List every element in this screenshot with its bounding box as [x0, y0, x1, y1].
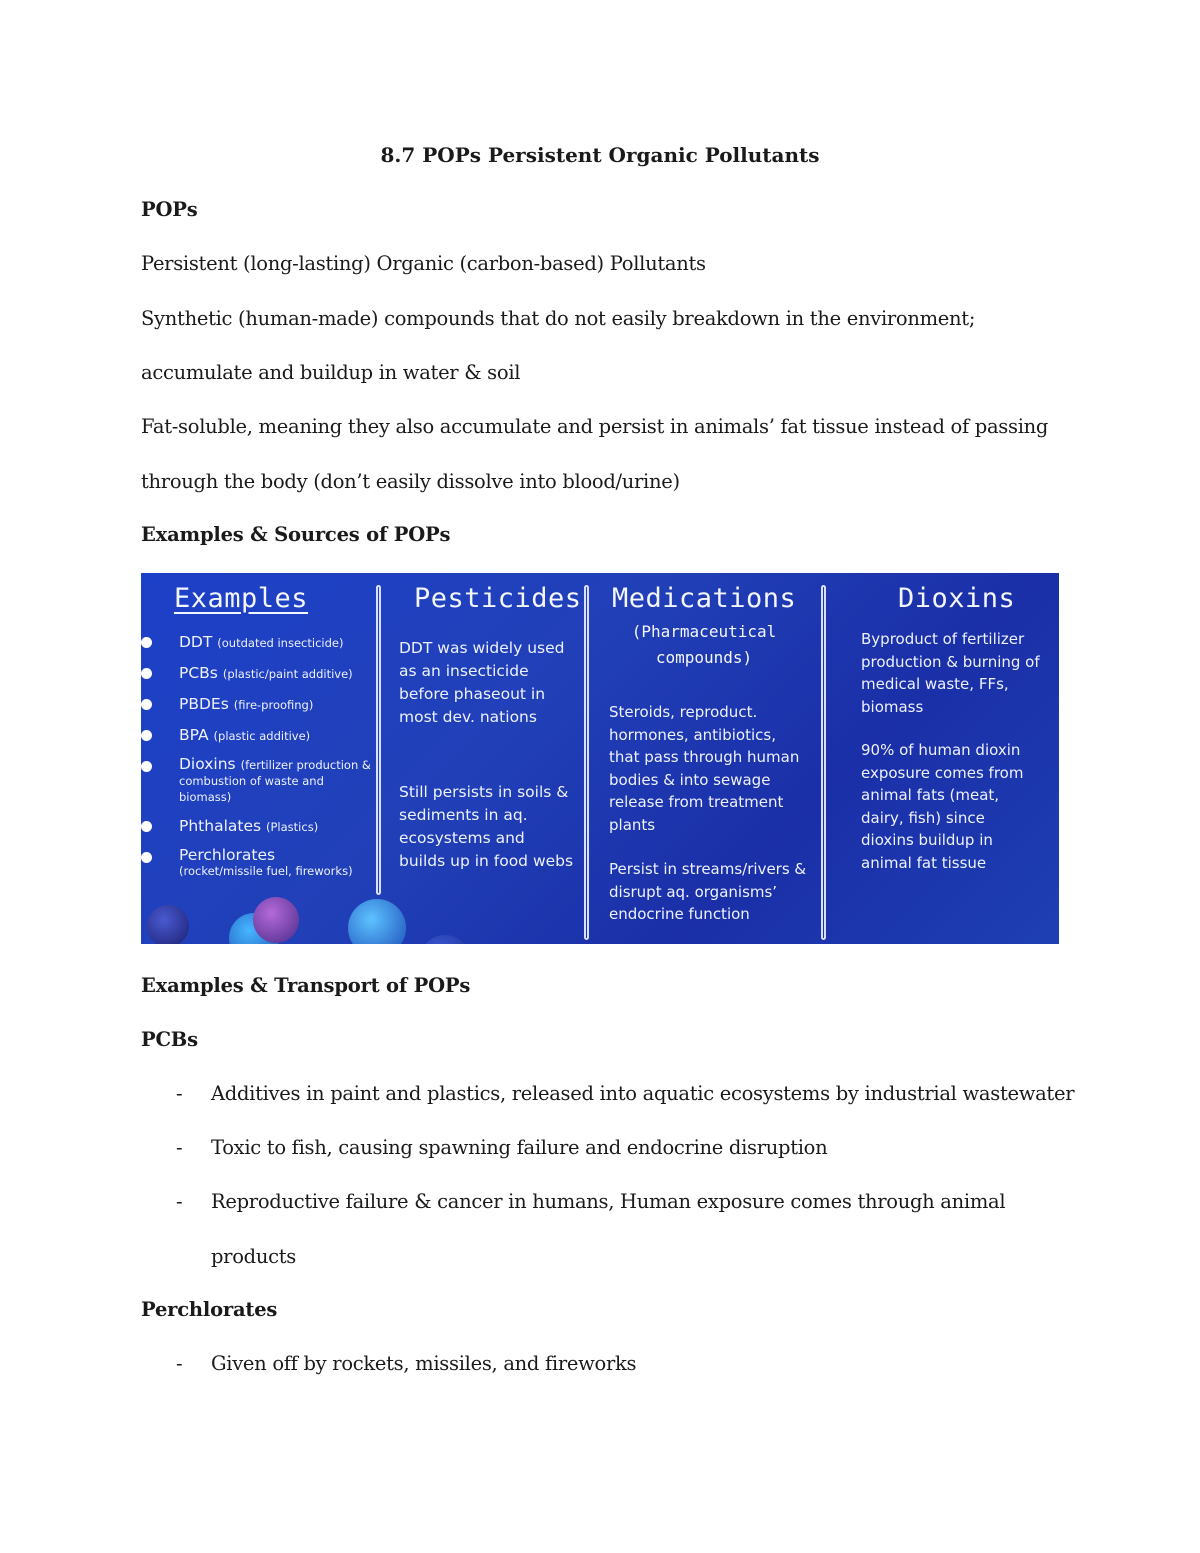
bullet-icon [141, 730, 152, 741]
pops-accumulate-line: accumulate and buildup in water & soil [141, 361, 521, 384]
column-divider [376, 585, 381, 895]
list-item: Phthalates (Plastics) [141, 817, 371, 836]
pesticides-title: Pesticides [414, 583, 582, 614]
dash-bullet: - [176, 1082, 183, 1105]
column-divider [584, 585, 589, 940]
medications-title: Medications [612, 583, 797, 614]
pcbs-item-1: Additives in paint and plastics, released into aquatic ecosystems by industrial wastewater [211, 1082, 1075, 1105]
list-item: Perchlorates (rocket/missile fuel, fireworks) [141, 848, 371, 879]
pcbs-item-2: Toxic to fish, causing spawning failure and endocrine disruption [211, 1136, 828, 1159]
pcbs-heading: PCBs [141, 1028, 198, 1051]
pesticides-text-2: Still persists in soils & sediments in aq. ecosystems and builds up in food webs [399, 783, 574, 870]
dash-bullet: - [176, 1352, 183, 1375]
perchlorates-heading: Perchlorates [141, 1298, 278, 1321]
pops-synthetic-line: Synthetic (human-made) compounds that do not easily breakdown in the environment; [141, 307, 976, 330]
medications-text-1: Steroids, reproduct. hormones, antibiotics, that pass through human bodies & into sewage release from treatment plants [609, 703, 800, 834]
dioxins-column [861, 573, 1046, 944]
medications-column [609, 573, 809, 944]
list-item: Dioxins (fertilizer production & combustion of waste and biomass) [141, 757, 371, 805]
pesticides-text-1: DDT was widely used as an insecticide before phaseout in most dev. nations [399, 639, 565, 726]
bullet-icon [141, 821, 152, 832]
pops-fat-soluble-line: Fat-soluble, meaning they also accumulate and persist in animals’ fat tissue instead of passing [141, 415, 1049, 438]
pops-body-line: through the body (don’t easily dissolve into blood/urine) [141, 470, 680, 493]
page-title: 8.7 POPs Persistent Organic Pollutants [380, 143, 820, 167]
list-item: BPA (plastic additive) [141, 726, 371, 745]
examples-transport-heading: Examples & Transport of POPs [141, 974, 471, 997]
dash-bullet: - [176, 1136, 183, 1159]
pops-definition: Persistent (long-lasting) Organic (carbon-based) Pollutants [141, 252, 706, 275]
bullet-icon [141, 852, 152, 863]
medications-text-2: Persist in streams/rivers & disrupt aq. organisms’ endocrine function [609, 860, 807, 923]
list-item: DDT (outdated insecticide) [141, 633, 371, 652]
bullet-icon [141, 761, 152, 772]
dioxins-title: Dioxins [898, 583, 1016, 614]
pops-heading: POPs [141, 198, 198, 221]
examples-title: Examples [174, 583, 309, 614]
pops-infographic [141, 573, 1059, 944]
examples-sources-heading: Examples & Sources of POPs [141, 523, 451, 546]
dioxins-text-2: 90% of human dioxin exposure comes from animal fats (meat, dairy, fish) since dioxins buildup in animal fat tissue [861, 741, 1024, 872]
bullet-icon [141, 668, 152, 679]
dash-bullet: - [176, 1190, 183, 1213]
column-divider [821, 585, 826, 940]
dioxins-text-1: Byproduct of fertilizer production & burning of medical waste, FFs, biomass [861, 630, 1040, 716]
examples-list [141, 633, 371, 885]
list-item: PCBs (plastic/paint additive) [141, 664, 371, 683]
bullet-icon [141, 637, 152, 648]
pcbs-item-3-continued: products [211, 1245, 296, 1268]
bullet-icon [141, 699, 152, 710]
medications-subtitle: (Pharmaceutical compounds) [631, 622, 777, 667]
list-item: PBDEs (fire-proofing) [141, 695, 371, 714]
pesticides-column [399, 573, 584, 944]
examples-column [141, 573, 371, 944]
perchlorates-item-1: Given off by rockets, missiles, and fireworks [211, 1352, 637, 1375]
pcbs-item-3: Reproductive failure & cancer in humans, Human exposure comes through animal [211, 1190, 1006, 1213]
